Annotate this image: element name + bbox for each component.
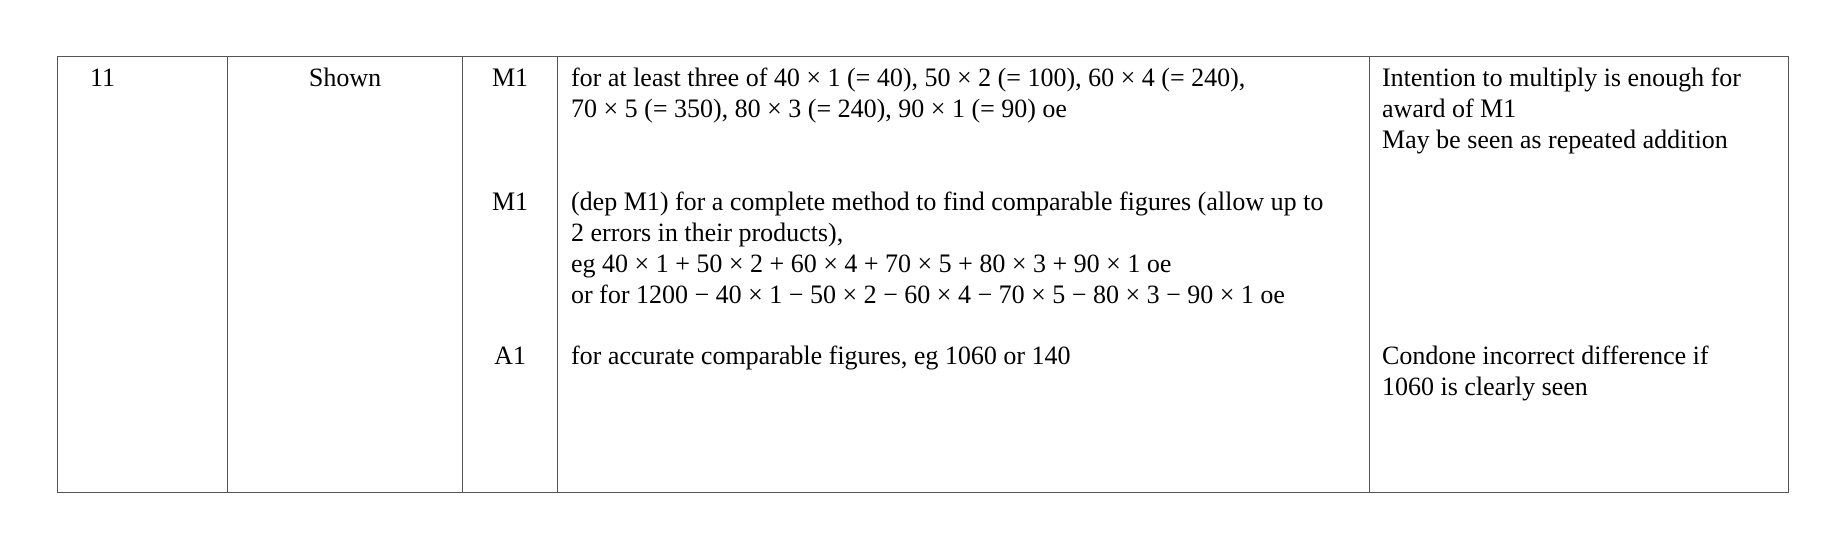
comment-line: eg 40 × 1 + 50 × 2 + 60 × 4 + 70 × 5 + 80 × 3 + 90 × 1 oe bbox=[571, 249, 1172, 278]
comment-line: 2 errors in their products), bbox=[571, 218, 844, 247]
comment-line: for accurate comparable figures, eg 1060 or 140 bbox=[571, 341, 1071, 370]
notes-line: May be seen as repeated addition bbox=[1382, 125, 1728, 154]
mark-code: M1 bbox=[491, 187, 529, 216]
comment-block bbox=[558, 340, 1369, 371]
comment-block bbox=[558, 186, 1369, 310]
notes-line: Condone incorrect difference if bbox=[1382, 341, 1709, 370]
notes-line: award of M1 bbox=[1382, 94, 1517, 123]
notes-block bbox=[1370, 62, 1788, 155]
mark-cell bbox=[463, 57, 558, 493]
question-number-cell bbox=[58, 57, 228, 493]
comment-line: or for 1200 − 40 × 1 − 50 × 2 − 60 × 4 − 70 × 5 − 80 × 3 − 90 × 1 oe bbox=[571, 280, 1285, 309]
mark-code: A1 bbox=[494, 341, 526, 370]
notes-line: Intention to multiply is enough for bbox=[1382, 63, 1741, 92]
notes-block bbox=[1370, 340, 1788, 402]
comment-cell bbox=[558, 57, 1370, 493]
answer-text: Shown bbox=[308, 63, 382, 92]
notes-line: 1060 is clearly seen bbox=[1382, 372, 1588, 401]
answer-cell bbox=[228, 57, 463, 493]
comment-line: (dep M1) for a complete method to find comparable figures (allow up to bbox=[571, 187, 1324, 216]
mark-scheme-table bbox=[57, 56, 1789, 493]
question-number: 11 bbox=[90, 63, 116, 92]
comment-block bbox=[558, 62, 1369, 124]
comment-line: 70 × 5 (= 350), 80 × 3 (= 240), 90 × 1 (= 90) oe bbox=[571, 94, 1067, 123]
comment-line: for at least three of 40 × 1 (= 40), 50 × 2 (= 100), 60 × 4 (= 240), bbox=[571, 63, 1246, 92]
mark-code: M1 bbox=[491, 63, 529, 92]
table-row bbox=[58, 57, 1789, 493]
notes-cell bbox=[1370, 57, 1789, 493]
